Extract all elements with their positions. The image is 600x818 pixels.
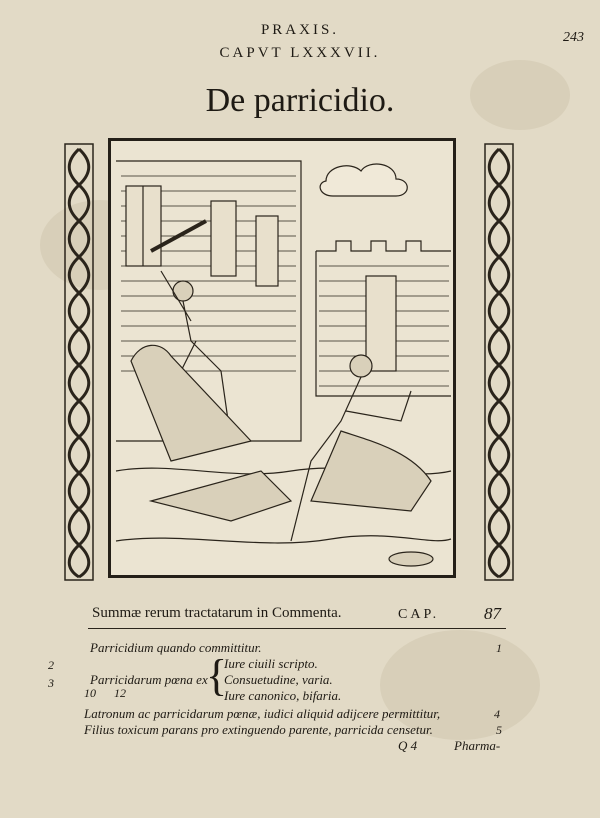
page-title: De parricidio. <box>205 82 395 119</box>
summary-entry-3-num: 4 <box>494 707 500 721</box>
ornamental-border-left <box>64 143 94 581</box>
summary-heading: Summæ rerum tractatarum in Commenta. <box>92 605 342 621</box>
cap-label: CAP. <box>398 607 440 622</box>
summary-rule <box>88 628 506 629</box>
woodcut-illustration <box>108 138 456 578</box>
summary-entry-1-num: 1 <box>496 641 502 655</box>
summary-branch: Iure ciuili scripto. <box>224 656 318 671</box>
cap-number: 87 <box>484 604 501 623</box>
summary-branch: Iure canonico, bifaria. <box>224 688 342 703</box>
chapter-heading: CAPVT LXXXVII. <box>219 45 381 61</box>
summary-entry-1: Parricidium quando committitur. <box>90 640 262 655</box>
left-number: 10 <box>84 686 96 700</box>
signature-mark: Q 4 <box>398 738 418 753</box>
woodcut-scene <box>111 141 453 575</box>
left-number: 2 <box>48 658 54 672</box>
running-title: PRAXIS. <box>260 22 340 38</box>
summary-entry-3: Latronum ac parricidarum pœnæ, iudici aliquid adijcere permittitur, <box>84 706 441 721</box>
page-number: 243 <box>563 30 584 45</box>
catchword: Pharma- <box>454 738 501 753</box>
ornamental-border-right <box>484 143 514 581</box>
summary-entry-4: Filius toxicum parans pro extinguendo parente, parricida censetur. <box>84 722 433 737</box>
brace-glyph: { <box>206 651 228 700</box>
left-number: 3 <box>48 676 54 690</box>
summary-entry-4-num: 5 <box>496 723 502 737</box>
left-number: 12 <box>114 686 126 700</box>
summary-branch: Consuetudine, varia. <box>224 672 333 687</box>
summary-entry-2: Parricidarum pœna ex <box>90 672 208 687</box>
